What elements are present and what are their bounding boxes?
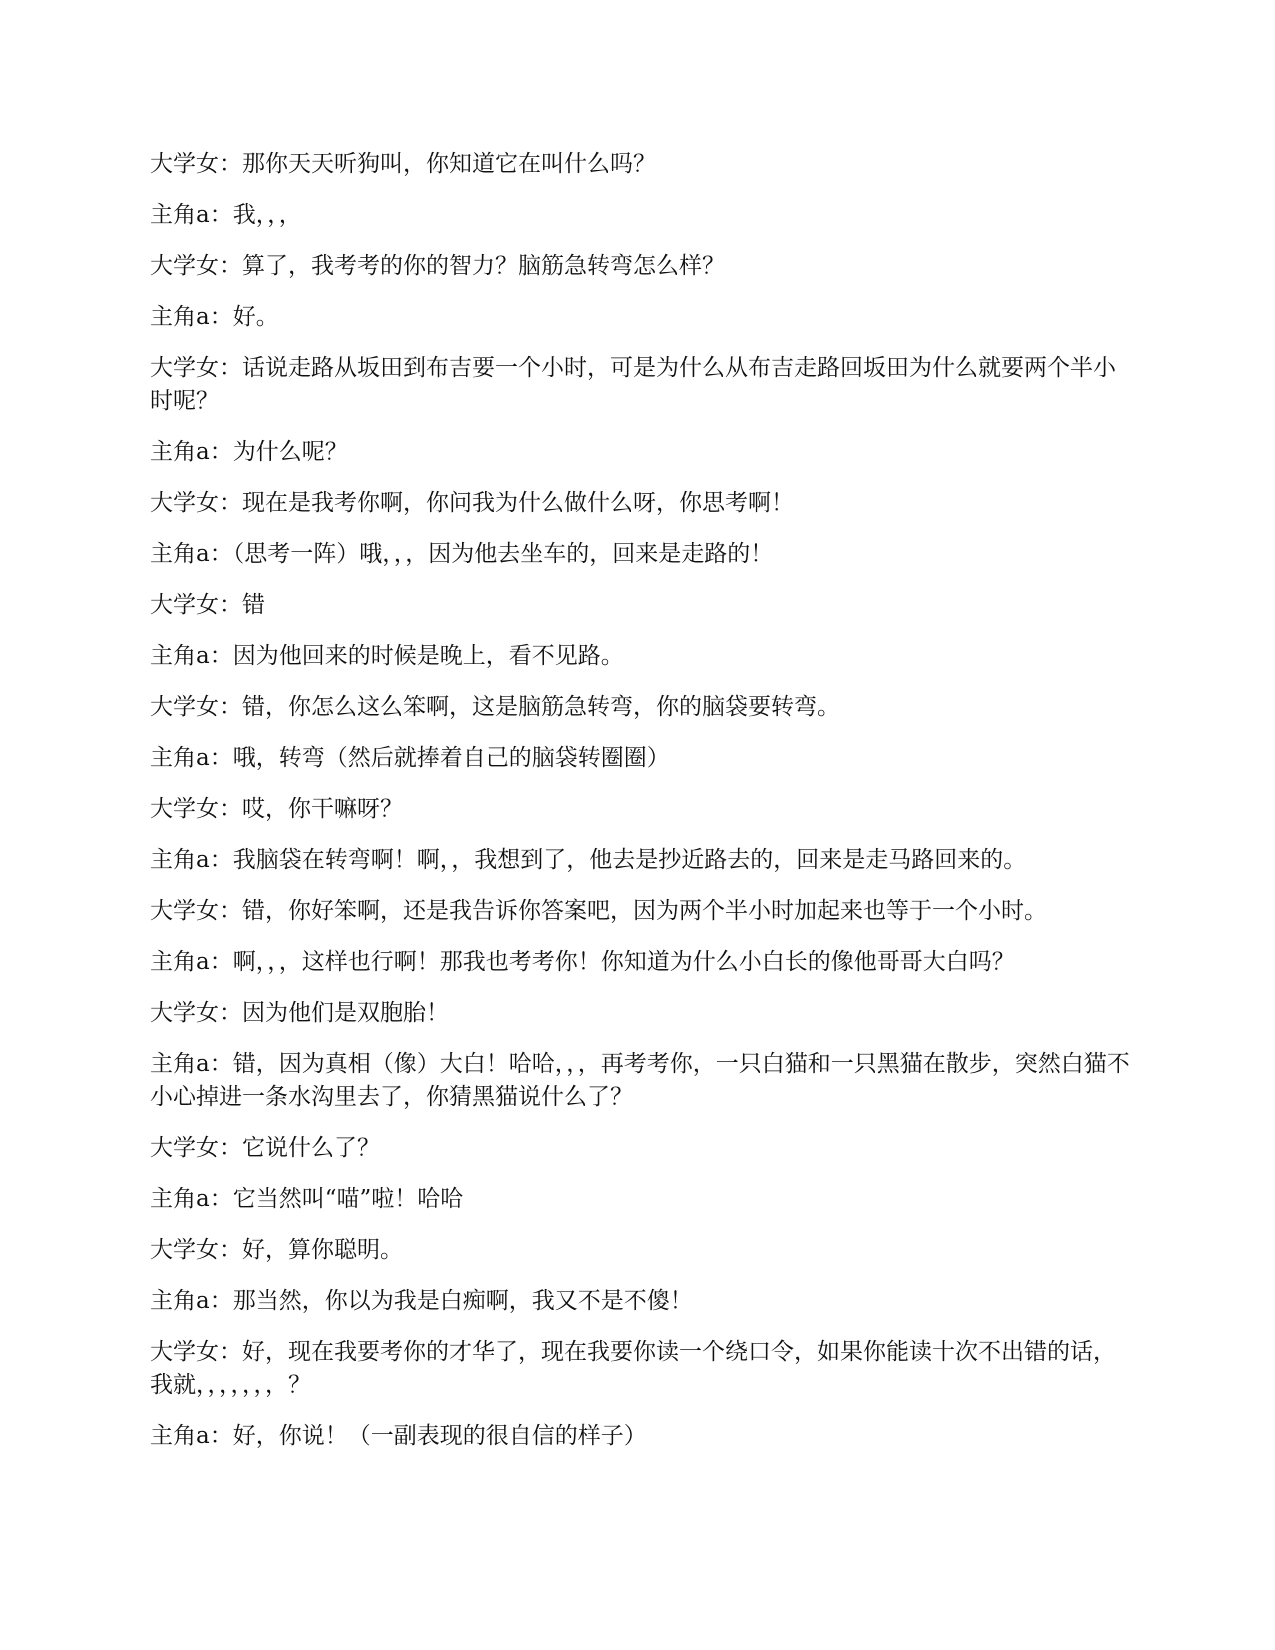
dialogue-line: 大学女：算了，我考考的你的智力？脑筋急转弯怎么样？ xyxy=(150,253,725,279)
dialogue-line: 主角a：它当然叫“喵”啦！哈哈 xyxy=(150,1186,464,1212)
dialogue-line: 主角a：错，因为真相（像）大白！哈哈，，，再考考你，一只白猫和一只黑猫在散步，突然白猫不小心掉进一条水沟里去了，你猜黑猫说什么了？ xyxy=(150,1051,1130,1110)
dialogue-line: 主角a：我，，， xyxy=(150,202,302,228)
dialogue-line: 大学女：好，现在我要考你的才华了，现在我要你读一个绕口令，如果你能读十次不出错的话，我就，，，，，，，？ xyxy=(150,1339,1116,1398)
dialogue-line: 大学女：哎，你干嘛呀？ xyxy=(150,796,403,822)
dialogue-line: 主角a：为什么呢？ xyxy=(150,439,348,465)
dialogue-line: 大学女：那你天天听狗叫，你知道它在叫什么吗？ xyxy=(150,151,656,177)
dialogue-line: 大学女：现在是我考你啊，你问我为什么做什么呀，你思考啊！ xyxy=(150,490,794,516)
dialogue-line: 主角a：好。 xyxy=(150,304,279,330)
dialogue-text xyxy=(150,148,1135,1471)
dialogue-line: 主角a：好，你说！（一副表现的很自信的样子） xyxy=(150,1423,647,1449)
dialogue-line: 大学女：好，算你聪明。 xyxy=(150,1237,403,1263)
dialogue-line: 大学女：因为他们是双胞胎！ xyxy=(150,1000,449,1026)
dialogue-line: 主角a：啊，，，这样也行啊！那我也考考你！你知道为什么小白长的像他哥哥大白吗？ xyxy=(150,949,1015,975)
dialogue-line: 大学女：话说走路从坂田到布吉要一个小时，可是为什么从布吉走路回坂田为什么就要两个半小时呢？ xyxy=(150,355,1116,414)
dialogue-line: 大学女：错，你好笨啊，还是我告诉你答案吧，因为两个半小时加起来也等于一个小时。 xyxy=(150,898,1047,924)
dialogue-line: 主角a：我脑袋在转弯啊！啊，，我想到了，他去是抄近路去的，回来是走马路回来的。 xyxy=(150,847,1027,873)
dialogue-line: 主角a：那当然，你以为我是白痴啊，我又不是不傻！ xyxy=(150,1288,693,1314)
dialogue-line: 大学女：它说什么了？ xyxy=(150,1135,380,1161)
dialogue-line: 大学女：错，你怎么这么笨啊，这是脑筋急转弯，你的脑袋要转弯。 xyxy=(150,694,840,720)
dialogue-line: 大学女：错 xyxy=(150,592,265,618)
dialogue-line: 主角a：哦，转弯（然后就捧着自己的脑袋转圈圈） xyxy=(150,745,670,771)
dialogue-line: 主角a：因为他回来的时候是晚上，看不见路。 xyxy=(150,643,624,669)
dialogue-line: 主角a：（思考一阵）哦，，，因为他去坐车的，回来是走路的！ xyxy=(150,541,774,567)
